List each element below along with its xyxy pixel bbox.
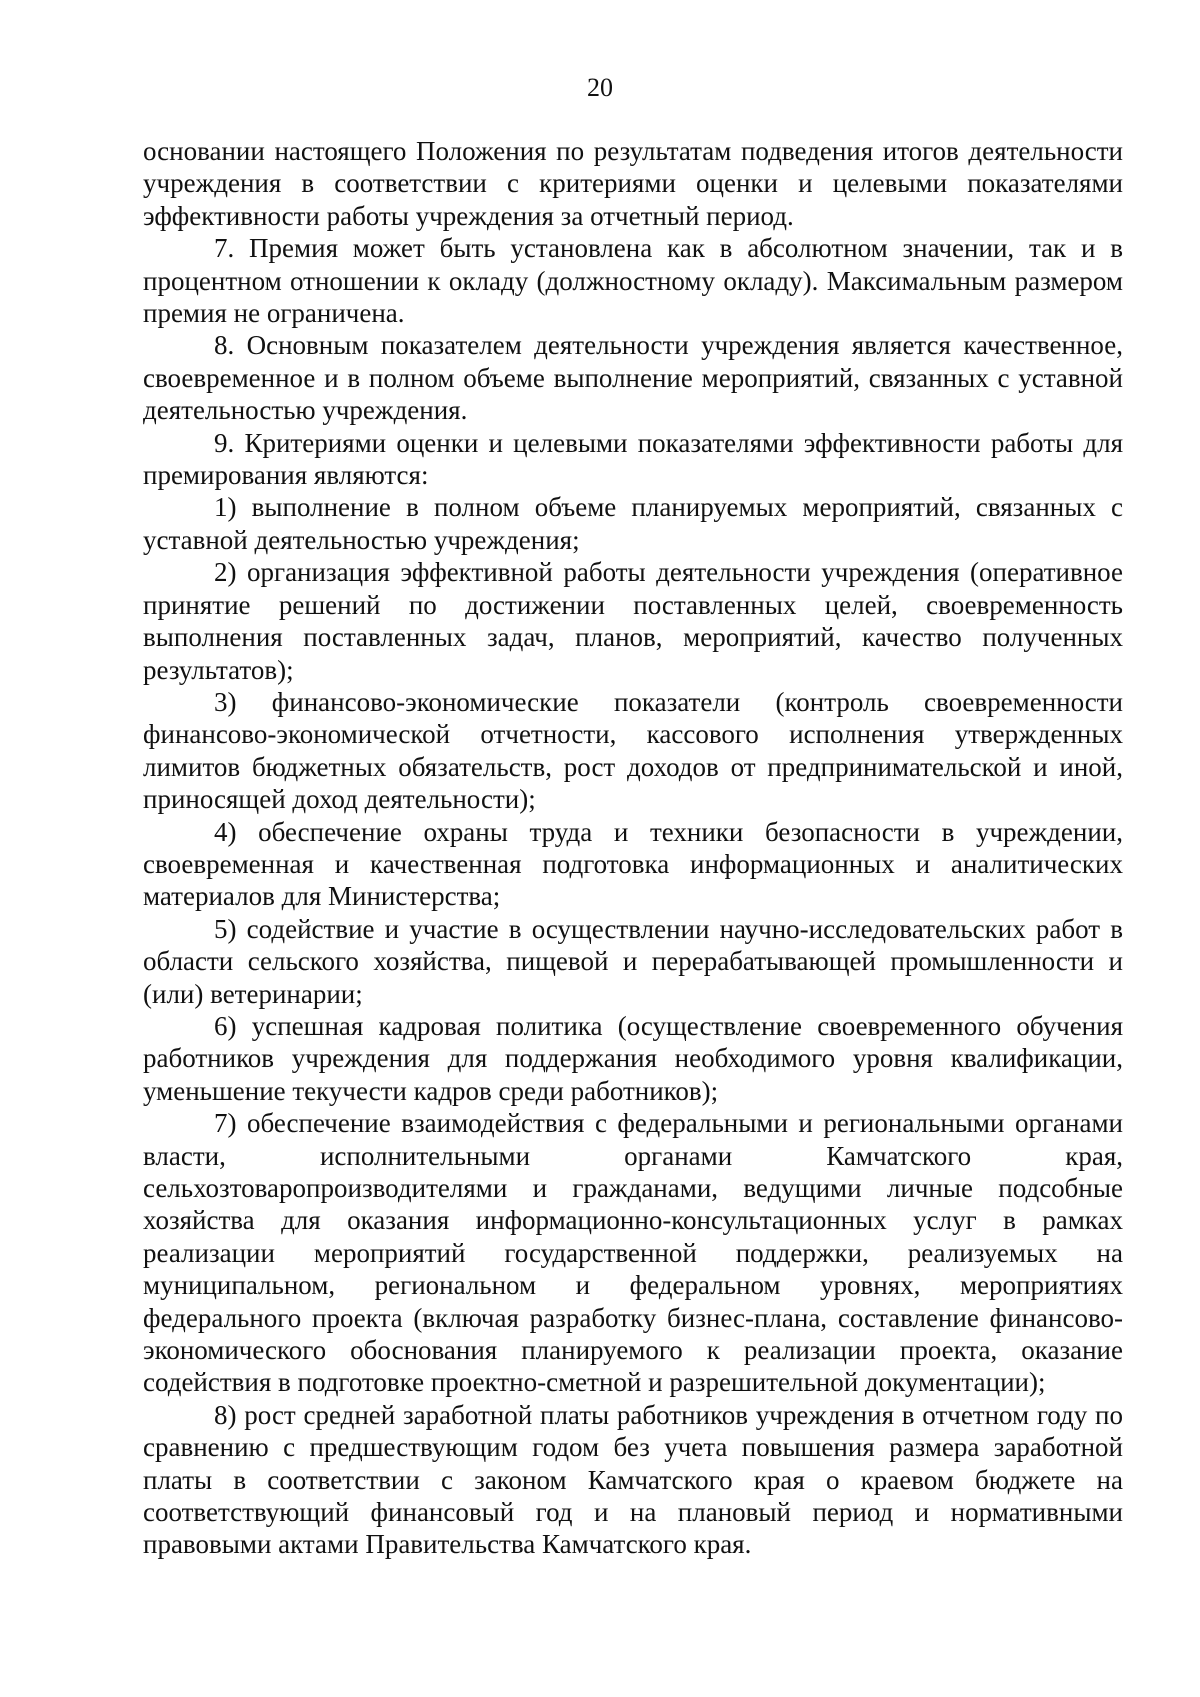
list-item-3: 3) финансово-экономические показатели (контроль своевременности финансово-экономической отчетности, кассового исполнения утвержденных лимитов бюджетных обязательств, рост доходов от предпринимательской и иной, приносящей доход деятельности); [143,686,1123,815]
list-item-7: 7) обеспечение взаимодействия с федеральными и региональными органами власти, исполнительными органами Камчатского края, сельхозтоваропроизводителями и гражданами, ведущими личные подсобные хозяйства для оказания информационно-консультационных услуг в рамках реализации мероприятий государственной поддержки, реализуемых на муниципальном, региональном и федеральном уровнях, мероприятиях федерального проекта (включая разработку бизнес-плана, составление финансово-экономического обоснования планируемого к реализации проекта, оказание содействия в подготовке проектно-сметной и разрешительной документации); [143,1108,1123,1398]
list-item-5: 5) содействие и участие в осуществлении научно-исследовательских работ в области сельского хозяйства, пищевой и перерабатывающей промышленности и (или) ветеринарии; [143,913,1123,1009]
page-number: 20 [587,73,613,102]
list-item-8: 8) рост средней заработной платы работников учреждения в отчетном году по сравнению с предшествующим годом без учета повышения размера заработной платы в соответствии с законом Камчатского края о краевом бюджете на соответствующий финансовый год и на плановый период и нормативными правовыми актами Правительства Камчатского края. [143,1399,1123,1560]
paragraph-continuation: основании настоящего Положения по результатам подведения итогов деятельности учреждения в соответствии с критериями оценки и целевыми показателями эффективности работы учреждения за отчетный период. [143,136,1123,231]
paragraph-item-7: 7. Премия может быть установлена как в абсолютном значении, так и в процентном отношении к окладу (должностному окладу). Максимальным размером премия не ограничена. [143,233,1123,329]
list-item-4: 4) обеспечение охраны труда и техники безопасности в учреждении, своевременная и качественная подготовка информационных и аналитических материалов для Министерства; [143,816,1123,912]
list-item-6: 6) успешная кадровая политика (осуществление своевременного обучения работников учреждения для поддержания необходимого уровня квалификации, уменьшение текучести кадров среди работников); [143,1010,1123,1106]
list-item-2: 2) организация эффективной работы деятельности учреждения (оперативное принятие решений по достижении поставленных целей, своевременность выполнения поставленных задач, планов, мероприятий, качество полученных результатов); [143,557,1123,685]
paragraph-item-9: 9. Критериями оценки и целевыми показателями эффективности работы для премирования являются: [143,427,1123,491]
list-item-1: 1) выполнение в полном объеме планируемых мероприятий, связанных с уставной деятельностью учреждения; [143,492,1123,555]
paragraph-item-8: 8. Основным показателем деятельности учреждения является качественное, своевременное и в полном объеме выполнение мероприятий, связанных с уставной деятельностью учреждения. [143,330,1123,426]
document-body [143,135,1123,1561]
